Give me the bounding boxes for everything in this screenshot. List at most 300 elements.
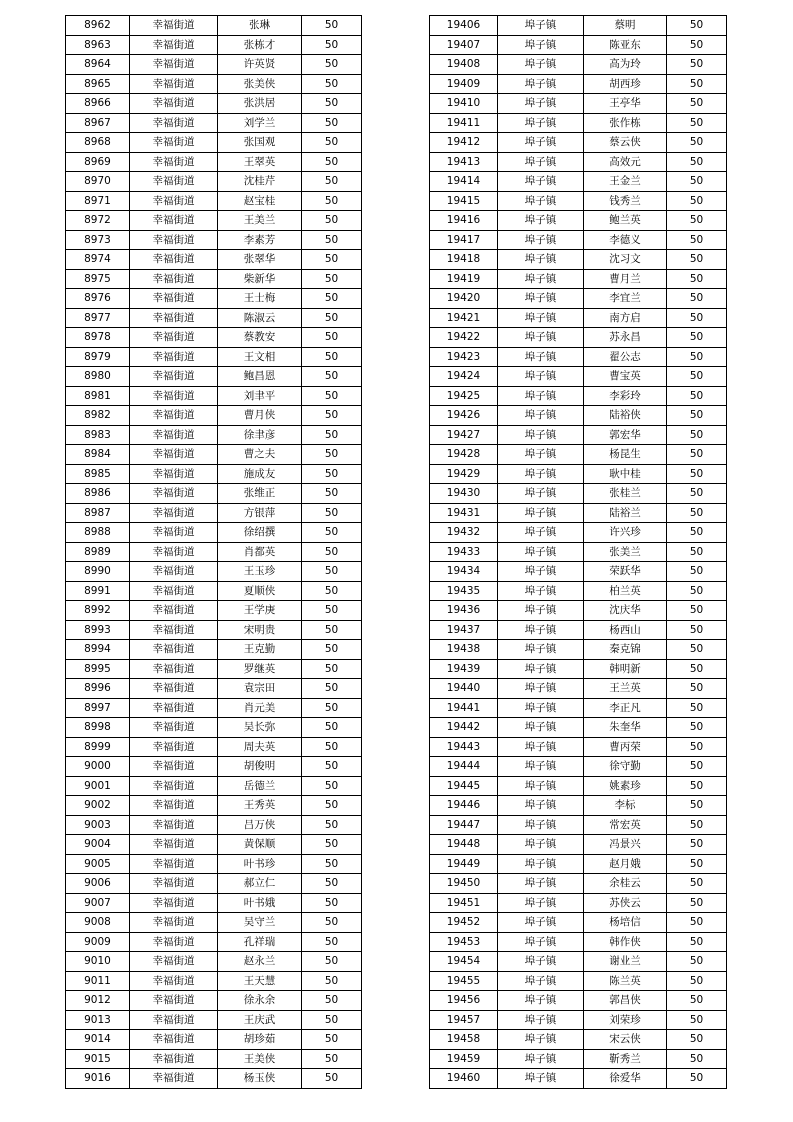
- amount-cell: 50: [302, 16, 362, 36]
- name-cell: 徐聿彦: [218, 425, 302, 445]
- table-row: [430, 425, 727, 445]
- amount-cell: 50: [667, 386, 727, 406]
- district-cell: 埠子镇: [498, 328, 584, 348]
- table-row: [66, 250, 362, 270]
- district-cell: 埠子镇: [498, 347, 584, 367]
- name-cell: 张洪居: [218, 94, 302, 114]
- row-number-cell: 19460: [430, 1069, 498, 1089]
- name-cell: 徐守勤: [584, 757, 667, 777]
- amount-cell: 50: [667, 757, 727, 777]
- row-number-cell: 19438: [430, 640, 498, 660]
- amount-cell: 50: [667, 776, 727, 796]
- table-row: [430, 406, 727, 426]
- table-row: [66, 347, 362, 367]
- table-row: [430, 932, 727, 952]
- name-cell: 张维正: [218, 484, 302, 504]
- table-row: [66, 718, 362, 738]
- name-cell: 张桂兰: [584, 484, 667, 504]
- district-cell: 幸福街道: [130, 328, 218, 348]
- table-row: [66, 55, 362, 75]
- name-cell: 夏顺侠: [218, 581, 302, 601]
- name-cell: 张琳: [218, 16, 302, 36]
- table-row: [66, 269, 362, 289]
- name-cell: 蔡云侠: [584, 133, 667, 153]
- row-number-cell: 19426: [430, 406, 498, 426]
- name-cell: 徐绍撰: [218, 523, 302, 543]
- name-cell: 蔡教安: [218, 328, 302, 348]
- table-row: [430, 367, 727, 387]
- district-cell: 幸福街道: [130, 152, 218, 172]
- table-row: [66, 776, 362, 796]
- table-row: [430, 94, 727, 114]
- district-cell: 埠子镇: [498, 952, 584, 972]
- amount-cell: 50: [302, 269, 362, 289]
- amount-cell: 50: [667, 913, 727, 933]
- district-cell: 埠子镇: [498, 74, 584, 94]
- name-cell: 肖都英: [218, 542, 302, 562]
- amount-cell: 50: [667, 679, 727, 699]
- district-cell: 埠子镇: [498, 932, 584, 952]
- name-cell: 王亭华: [584, 94, 667, 114]
- row-number-cell: 19457: [430, 1010, 498, 1030]
- table-row: [66, 74, 362, 94]
- row-number-cell: 19449: [430, 854, 498, 874]
- district-cell: 埠子镇: [498, 484, 584, 504]
- name-cell: 赵永兰: [218, 952, 302, 972]
- amount-cell: 50: [667, 601, 727, 621]
- amount-cell: 50: [302, 94, 362, 114]
- row-number-cell: 8972: [66, 211, 130, 231]
- name-cell: 沈桂芹: [218, 172, 302, 192]
- table-row: [430, 113, 727, 133]
- table-row: [430, 484, 727, 504]
- name-cell: 陈亚东: [584, 35, 667, 55]
- district-cell: 埠子镇: [498, 211, 584, 231]
- amount-cell: 50: [302, 152, 362, 172]
- name-cell: 杨西山: [584, 620, 667, 640]
- row-number-cell: 19436: [430, 601, 498, 621]
- name-cell: 曹月兰: [584, 269, 667, 289]
- row-number-cell: 19452: [430, 913, 498, 933]
- district-cell: 埠子镇: [498, 94, 584, 114]
- row-number-cell: 19443: [430, 737, 498, 757]
- name-cell: 叶书珍: [218, 854, 302, 874]
- name-cell: 岳德兰: [218, 776, 302, 796]
- amount-cell: 50: [302, 1049, 362, 1069]
- district-cell: 幸福街道: [130, 893, 218, 913]
- name-cell: 翟公志: [584, 347, 667, 367]
- district-cell: 幸福街道: [130, 425, 218, 445]
- row-number-cell: 19432: [430, 523, 498, 543]
- table-row: [430, 386, 727, 406]
- district-cell: 埠子镇: [498, 815, 584, 835]
- district-cell: 幸福街道: [130, 523, 218, 543]
- district-cell: 幸福街道: [130, 601, 218, 621]
- name-cell: 徐永余: [218, 991, 302, 1011]
- district-cell: 埠子镇: [498, 503, 584, 523]
- table-row: [66, 893, 362, 913]
- amount-cell: 50: [667, 445, 727, 465]
- district-cell: 埠子镇: [498, 523, 584, 543]
- row-number-cell: 9013: [66, 1010, 130, 1030]
- district-cell: 埠子镇: [498, 562, 584, 582]
- name-cell: 许英贤: [218, 55, 302, 75]
- district-cell: 幸福街道: [130, 347, 218, 367]
- name-cell: 赵宝桂: [218, 191, 302, 211]
- row-number-cell: 19437: [430, 620, 498, 640]
- table-row: [430, 874, 727, 894]
- row-number-cell: 8967: [66, 113, 130, 133]
- table-row: [430, 250, 727, 270]
- amount-cell: 50: [667, 659, 727, 679]
- district-cell: 幸福街道: [130, 406, 218, 426]
- district-cell: 幸福街道: [130, 269, 218, 289]
- district-cell: 埠子镇: [498, 991, 584, 1011]
- amount-cell: 50: [667, 152, 727, 172]
- district-cell: 幸福街道: [130, 191, 218, 211]
- amount-cell: 50: [302, 55, 362, 75]
- district-cell: 幸福街道: [130, 718, 218, 738]
- amount-cell: 50: [667, 620, 727, 640]
- table-row: [430, 269, 727, 289]
- table-row: [66, 1049, 362, 1069]
- amount-cell: 50: [667, 35, 727, 55]
- name-cell: 耿中桂: [584, 464, 667, 484]
- name-cell: 刘学兰: [218, 113, 302, 133]
- amount-cell: 50: [302, 367, 362, 387]
- name-cell: 许兴珍: [584, 523, 667, 543]
- table-row: [430, 523, 727, 543]
- row-number-cell: 19451: [430, 893, 498, 913]
- row-number-cell: 8962: [66, 16, 130, 36]
- table-row: [430, 464, 727, 484]
- table-row: [66, 581, 362, 601]
- district-cell: 埠子镇: [498, 874, 584, 894]
- table-row: [430, 503, 727, 523]
- row-number-cell: 19446: [430, 796, 498, 816]
- district-cell: 埠子镇: [498, 152, 584, 172]
- table-row: [430, 133, 727, 153]
- name-cell: 黄保顺: [218, 835, 302, 855]
- district-cell: 埠子镇: [498, 913, 584, 933]
- name-cell: 王玉珍: [218, 562, 302, 582]
- name-cell: 张美兰: [584, 542, 667, 562]
- district-cell: 幸福街道: [130, 172, 218, 192]
- table-row: [430, 542, 727, 562]
- table-row: [430, 991, 727, 1011]
- name-cell: 肖元美: [218, 698, 302, 718]
- name-cell: 孔祥瑞: [218, 932, 302, 952]
- district-cell: 埠子镇: [498, 718, 584, 738]
- table-row: [430, 347, 727, 367]
- row-number-cell: 8994: [66, 640, 130, 660]
- name-cell: 周夫英: [218, 737, 302, 757]
- row-number-cell: 19413: [430, 152, 498, 172]
- district-cell: 埠子镇: [498, 737, 584, 757]
- name-cell: 陈淑云: [218, 308, 302, 328]
- row-number-cell: 8973: [66, 230, 130, 250]
- table-row: [430, 952, 727, 972]
- row-number-cell: 8986: [66, 484, 130, 504]
- row-number-cell: 8974: [66, 250, 130, 270]
- table-row: [66, 211, 362, 231]
- name-cell: 王兰英: [584, 679, 667, 699]
- table-row: [66, 874, 362, 894]
- table-row: [66, 484, 362, 504]
- district-cell: 埠子镇: [498, 133, 584, 153]
- table-row: [66, 913, 362, 933]
- amount-cell: 50: [302, 659, 362, 679]
- district-cell: 埠子镇: [498, 386, 584, 406]
- amount-cell: 50: [667, 796, 727, 816]
- row-number-cell: 19440: [430, 679, 498, 699]
- name-cell: 柏兰英: [584, 581, 667, 601]
- name-cell: 胡珍茹: [218, 1030, 302, 1050]
- amount-cell: 50: [302, 230, 362, 250]
- row-number-cell: 8963: [66, 35, 130, 55]
- amount-cell: 50: [667, 484, 727, 504]
- amount-cell: 50: [302, 133, 362, 153]
- name-cell: 施成友: [218, 464, 302, 484]
- name-cell: 朱奎华: [584, 718, 667, 738]
- row-number-cell: 8969: [66, 152, 130, 172]
- table-row: [430, 1010, 727, 1030]
- amount-cell: 50: [667, 815, 727, 835]
- row-number-cell: 19459: [430, 1049, 498, 1069]
- name-cell: 余桂云: [584, 874, 667, 894]
- row-number-cell: 9005: [66, 854, 130, 874]
- amount-cell: 50: [667, 562, 727, 582]
- district-cell: 幸福街道: [130, 211, 218, 231]
- row-number-cell: 19414: [430, 172, 498, 192]
- amount-cell: 50: [667, 269, 727, 289]
- row-number-cell: 8988: [66, 523, 130, 543]
- row-number-cell: 9014: [66, 1030, 130, 1050]
- name-cell: 高为玲: [584, 55, 667, 75]
- amount-cell: 50: [667, 971, 727, 991]
- table-row: [430, 289, 727, 309]
- district-cell: 幸福街道: [130, 289, 218, 309]
- row-number-cell: 19453: [430, 932, 498, 952]
- amount-cell: 50: [302, 172, 362, 192]
- table-row: [430, 718, 727, 738]
- name-cell: 郭昌侠: [584, 991, 667, 1011]
- row-number-cell: 19444: [430, 757, 498, 777]
- amount-cell: 50: [667, 367, 727, 387]
- row-number-cell: 19441: [430, 698, 498, 718]
- row-number-cell: 19419: [430, 269, 498, 289]
- amount-cell: 50: [302, 1069, 362, 1089]
- district-cell: 埠子镇: [498, 16, 584, 36]
- district-cell: 埠子镇: [498, 854, 584, 874]
- table-row: [66, 796, 362, 816]
- name-cell: 沈庆华: [584, 601, 667, 621]
- table-row: [66, 932, 362, 952]
- row-number-cell: 19429: [430, 464, 498, 484]
- row-number-cell: 19427: [430, 425, 498, 445]
- amount-cell: 50: [302, 679, 362, 699]
- name-cell: 张栋才: [218, 35, 302, 55]
- name-cell: 徐爱华: [584, 1069, 667, 1089]
- table-row: [430, 55, 727, 75]
- table-row: [66, 445, 362, 465]
- row-number-cell: 8995: [66, 659, 130, 679]
- district-cell: 幸福街道: [130, 874, 218, 894]
- district-cell: 幸福街道: [130, 542, 218, 562]
- district-cell: 埠子镇: [498, 55, 584, 75]
- name-cell: 罗继英: [218, 659, 302, 679]
- amount-cell: 50: [302, 913, 362, 933]
- name-cell: 郝立仁: [218, 874, 302, 894]
- row-number-cell: 8983: [66, 425, 130, 445]
- row-number-cell: 9010: [66, 952, 130, 972]
- row-number-cell: 8970: [66, 172, 130, 192]
- amount-cell: 50: [667, 542, 727, 562]
- row-number-cell: 19421: [430, 308, 498, 328]
- district-cell: 幸福街道: [130, 1069, 218, 1089]
- district-cell: 埠子镇: [498, 445, 584, 465]
- district-cell: 埠子镇: [498, 35, 584, 55]
- amount-cell: 50: [667, 55, 727, 75]
- table-row: [430, 172, 727, 192]
- table-row: [66, 425, 362, 445]
- amount-cell: 50: [302, 250, 362, 270]
- amount-cell: 50: [667, 835, 727, 855]
- table-row: [430, 893, 727, 913]
- district-cell: 埠子镇: [498, 542, 584, 562]
- district-cell: 幸福街道: [130, 250, 218, 270]
- district-cell: 幸福街道: [130, 815, 218, 835]
- amount-cell: 50: [667, 133, 727, 153]
- row-number-cell: 19425: [430, 386, 498, 406]
- table-row: [430, 1069, 727, 1089]
- row-number-cell: 8991: [66, 581, 130, 601]
- amount-cell: 50: [302, 503, 362, 523]
- name-cell: 张国观: [218, 133, 302, 153]
- table-row: [430, 211, 727, 231]
- table-row: [430, 35, 727, 55]
- name-cell: 袁宗田: [218, 679, 302, 699]
- amount-cell: 50: [302, 74, 362, 94]
- district-cell: 幸福街道: [130, 230, 218, 250]
- district-cell: 埠子镇: [498, 757, 584, 777]
- amount-cell: 50: [302, 542, 362, 562]
- table-row: [66, 230, 362, 250]
- table-row: [430, 230, 727, 250]
- name-cell: 赵月娥: [584, 854, 667, 874]
- table-row: [66, 815, 362, 835]
- table-row: [430, 601, 727, 621]
- name-cell: 叶书娥: [218, 893, 302, 913]
- table-row: [66, 308, 362, 328]
- name-cell: 南方启: [584, 308, 667, 328]
- row-number-cell: 8993: [66, 620, 130, 640]
- row-number-cell: 19435: [430, 581, 498, 601]
- amount-cell: 50: [667, 523, 727, 543]
- row-number-cell: 9009: [66, 932, 130, 952]
- name-cell: 刘聿平: [218, 386, 302, 406]
- name-cell: 陆裕侠: [584, 406, 667, 426]
- row-number-cell: 8979: [66, 347, 130, 367]
- district-cell: 幸福街道: [130, 971, 218, 991]
- district-cell: 幸福街道: [130, 1030, 218, 1050]
- table-row: [66, 601, 362, 621]
- district-cell: 幸福街道: [130, 991, 218, 1011]
- name-cell: 王翠英: [218, 152, 302, 172]
- row-number-cell: 19450: [430, 874, 498, 894]
- name-cell: 吴守兰: [218, 913, 302, 933]
- row-number-cell: 19433: [430, 542, 498, 562]
- amount-cell: 50: [302, 737, 362, 757]
- amount-cell: 50: [302, 406, 362, 426]
- table-row: [430, 698, 727, 718]
- table-row: [66, 94, 362, 114]
- amount-cell: 50: [667, 172, 727, 192]
- amount-cell: 50: [302, 718, 362, 738]
- table-row: [430, 796, 727, 816]
- district-cell: 幸福街道: [130, 776, 218, 796]
- district-cell: 埠子镇: [498, 250, 584, 270]
- district-cell: 埠子镇: [498, 1010, 584, 1030]
- name-cell: 王文相: [218, 347, 302, 367]
- district-cell: 幸福街道: [130, 757, 218, 777]
- district-cell: 埠子镇: [498, 367, 584, 387]
- row-number-cell: 19420: [430, 289, 498, 309]
- table-row: [66, 191, 362, 211]
- name-cell: 王士梅: [218, 289, 302, 309]
- row-number-cell: 19430: [430, 484, 498, 504]
- amount-cell: 50: [667, 503, 727, 523]
- district-cell: 埠子镇: [498, 659, 584, 679]
- row-number-cell: 9002: [66, 796, 130, 816]
- amount-cell: 50: [302, 308, 362, 328]
- name-cell: 王美兰: [218, 211, 302, 231]
- row-number-cell: 9001: [66, 776, 130, 796]
- name-cell: 吴长弥: [218, 718, 302, 738]
- amount-cell: 50: [302, 113, 362, 133]
- district-cell: 埠子镇: [498, 230, 584, 250]
- name-cell: 苏永昌: [584, 328, 667, 348]
- district-cell: 幸福街道: [130, 698, 218, 718]
- table-row: [66, 328, 362, 348]
- table-row: [430, 640, 727, 660]
- row-number-cell: 8997: [66, 698, 130, 718]
- amount-cell: 50: [302, 952, 362, 972]
- table-row: [66, 386, 362, 406]
- amount-cell: 50: [667, 854, 727, 874]
- amount-cell: 50: [302, 425, 362, 445]
- row-number-cell: 8980: [66, 367, 130, 387]
- amount-cell: 50: [667, 1069, 727, 1089]
- row-number-cell: 9004: [66, 835, 130, 855]
- district-cell: 幸福街道: [130, 737, 218, 757]
- row-number-cell: 19458: [430, 1030, 498, 1050]
- name-cell: 王金兰: [584, 172, 667, 192]
- table-row: [430, 971, 727, 991]
- district-cell: 幸福街道: [130, 464, 218, 484]
- amount-cell: 50: [667, 718, 727, 738]
- district-cell: 埠子镇: [498, 1069, 584, 1089]
- amount-cell: 50: [302, 776, 362, 796]
- row-number-cell: 19410: [430, 94, 498, 114]
- name-cell: 张美侠: [218, 74, 302, 94]
- name-cell: 李素芳: [218, 230, 302, 250]
- table-row: [430, 581, 727, 601]
- amount-cell: 50: [302, 815, 362, 835]
- district-cell: 幸福街道: [130, 1010, 218, 1030]
- amount-cell: 50: [667, 893, 727, 913]
- district-cell: 埠子镇: [498, 1049, 584, 1069]
